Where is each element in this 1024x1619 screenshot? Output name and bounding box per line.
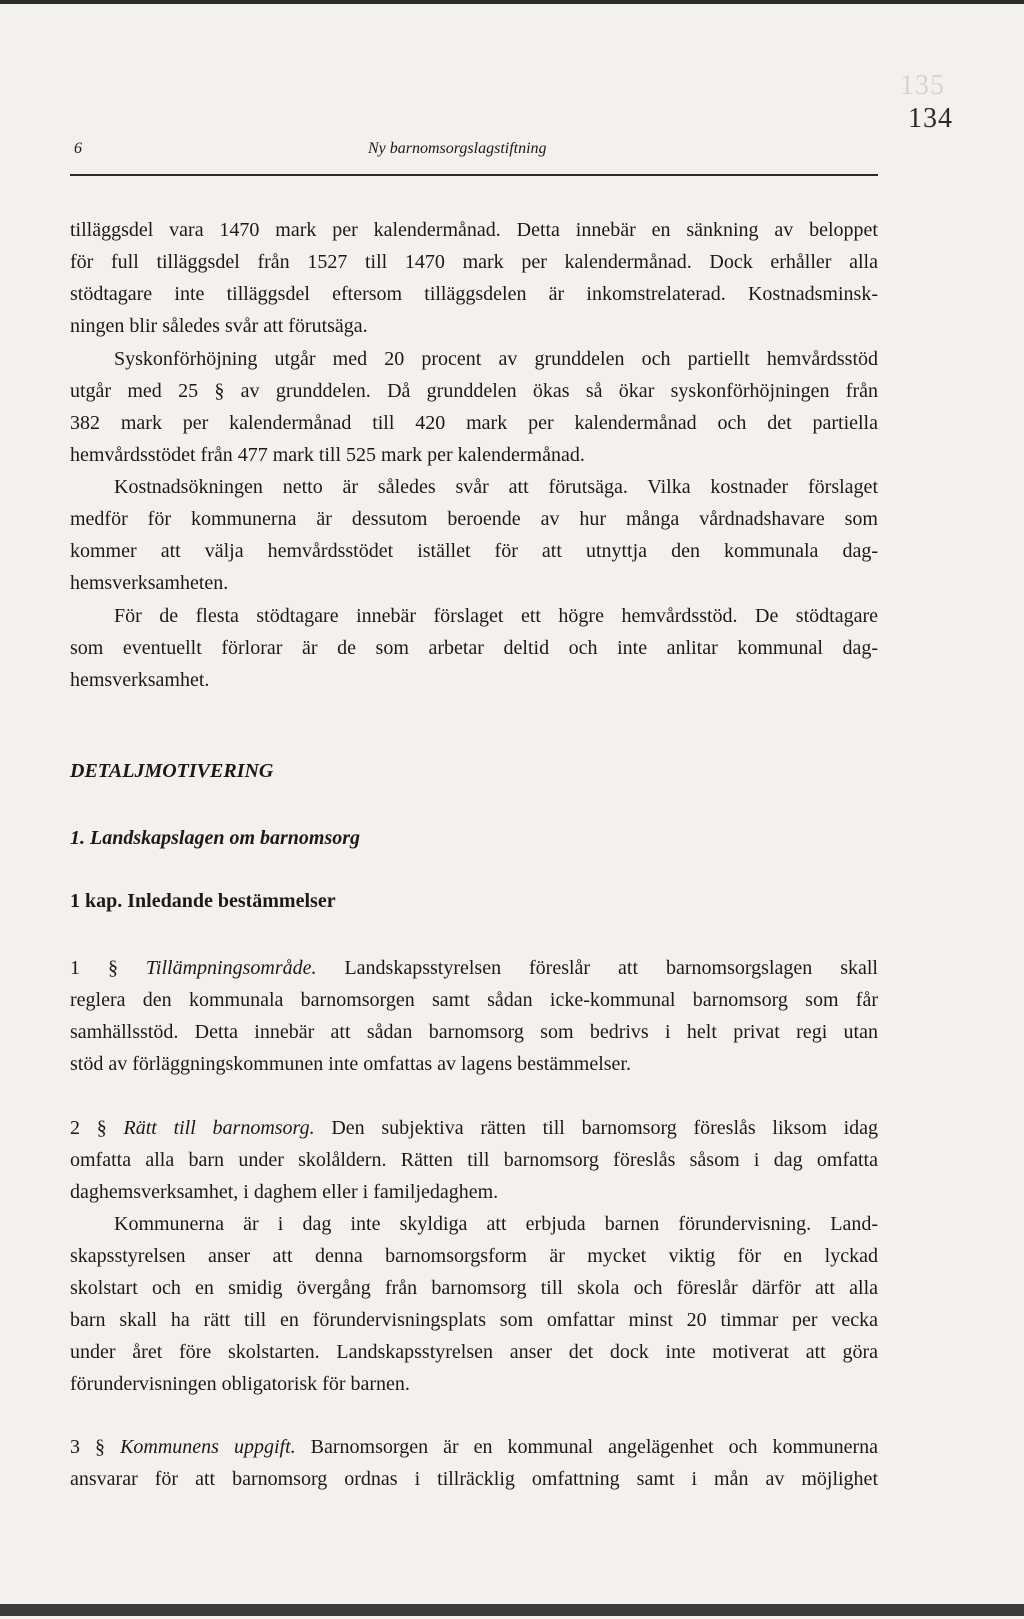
section-1: [70, 952, 878, 1080]
text-line: hemvårdsstödet från 477 mark till 525 mark per kalendermånad.: [70, 444, 585, 466]
text-line: [70, 1431, 878, 1463]
section-number: 2 §: [70, 1117, 107, 1139]
text-line: under året före skolstarten. Landskapsstyrelsen anser det dock inte motiverat att göra: [70, 1341, 878, 1363]
section-title: Rätt till barnomsorg.: [123, 1117, 315, 1139]
text-line: kommer att välja hemvårdsstödet istället för att utnyttja den kommunala dag-: [70, 540, 878, 562]
text-line: stödtagare inte tilläggsdel eftersom tilläggsdelen är inkomstrelaterad. Kostnadsminsk-: [70, 283, 878, 305]
text-line: för full tilläggsdel från 1527 till 1470 mark per kalendermånad. Dock erhåller alla: [70, 251, 878, 273]
header-rule: [70, 174, 878, 176]
text-line: ningen blir således svår att förutsäga.: [70, 315, 368, 337]
paragraph-2: [70, 343, 878, 471]
text-line: hemsverksamhet.: [70, 669, 210, 691]
bottom-edge-rule: [0, 1604, 1024, 1616]
running-head: [70, 140, 878, 164]
text-line: samhällsstöd. Detta innebär att sådan barnomsorg som bedrivs i helt privat regi utan: [70, 1021, 878, 1043]
section-text: Landskapsstyrelsen föreslår att barnomsorgslagen skall: [344, 957, 878, 979]
text-line: hemsverksamheten.: [70, 572, 229, 594]
running-head-title: Ny barnomsorgslagstiftning: [368, 140, 547, 157]
text-line: Kostnadsökningen netto är således svår att förutsäga. Vilka kostnader förslaget: [114, 476, 878, 498]
section-text: Den subjektiva rätten till barnomsorg föreslås liksom idag: [331, 1117, 879, 1139]
paragraph-1: [70, 214, 878, 342]
text-line: omfatta alla barn under skolåldern. Rätten till barnomsorg föreslås såsom i dag omfatta: [70, 1149, 878, 1171]
text-line: skapsstyrelsen anser att denna barnomsorgsform är mycket viktig för en lyckad: [70, 1245, 878, 1267]
section-heading-detaljmotivering: DETALJMOTIVERING: [70, 760, 274, 782]
text-line: 382 mark per kalendermånad till 420 mark per kalendermånad och det partiella: [70, 412, 878, 434]
text-line: medför för kommunerna är dessutom beroende av hur många vårdnadshavare som: [70, 508, 878, 530]
chapter-heading: 1 kap. Inledande bestämmelser: [70, 890, 336, 912]
text-line: reglera den kommunala barnomsorgen samt sådan icke-kommunal barnomsorg som får: [70, 989, 878, 1011]
text-line: som eventuellt förlorar är de som arbetar deltid och inte anlitar kommunal dag-: [70, 637, 878, 659]
section-3: [70, 1431, 878, 1495]
text-line: utgår med 25 § av grunddelen. Då grunddelen ökas så ökar syskonförhöjningen från: [70, 380, 878, 402]
text-line: skolstart och en smidig övergång från barnomsorg till skola och föreslår därför att alla: [70, 1277, 878, 1299]
top-edge-rule: [0, 0, 1024, 4]
section-text: Barnomsorgen är en kommunal angelägenhet och kommunerna: [310, 1436, 879, 1458]
paragraph-3: [70, 471, 878, 599]
text-line: Kommunerna är i dag inte skyldiga att erbjuda barnen förundervisning. Land-: [114, 1213, 878, 1235]
page-stamp-number: 134: [908, 103, 953, 134]
page-number: 6: [74, 140, 82, 157]
text-line: Syskonförhöjning utgår med 20 procent av grunddelen och partiellt hemvårdsstöd: [114, 348, 878, 370]
law-heading: 1. Landskapslagen om barnomsorg: [70, 827, 361, 849]
text-line: [70, 1112, 878, 1144]
text-line: daghemsverksamhet, i daghem eller i familjedaghem.: [70, 1181, 499, 1203]
text-line: ansvarar för att barnomsorg ordnas i tillräcklig omfattning samt i mån av möjlighet: [70, 1468, 878, 1490]
section-2-paragraph-2: [70, 1208, 878, 1400]
faded-page-stamp: 135: [900, 70, 945, 101]
text-line: förundervisningen obligatorisk för barnen.: [70, 1373, 410, 1395]
text-line: stöd av förläggningskommunen inte omfattas av lagens bestämmelser.: [70, 1053, 631, 1075]
text-line: barn skall ha rätt till en förundervisningsplats som omfattar minst 20 timmar per vecka: [70, 1309, 878, 1331]
section-title: Tillämpningsområde.: [145, 957, 317, 979]
text-line: För de flesta stödtagare innebär förslaget ett högre hemvårdsstöd. De stödtagare: [114, 605, 878, 627]
section-title: Kommunens uppgift.: [120, 1436, 296, 1458]
section-2: [70, 1112, 878, 1208]
section-number: 1 §: [70, 957, 118, 979]
text-line: tilläggsdel vara 1470 mark per kalendermånad. Detta innebär en sänkning av beloppet: [70, 219, 878, 241]
text-line: [70, 952, 878, 984]
paragraph-4: [70, 600, 878, 696]
section-number: 3 §: [70, 1436, 106, 1458]
